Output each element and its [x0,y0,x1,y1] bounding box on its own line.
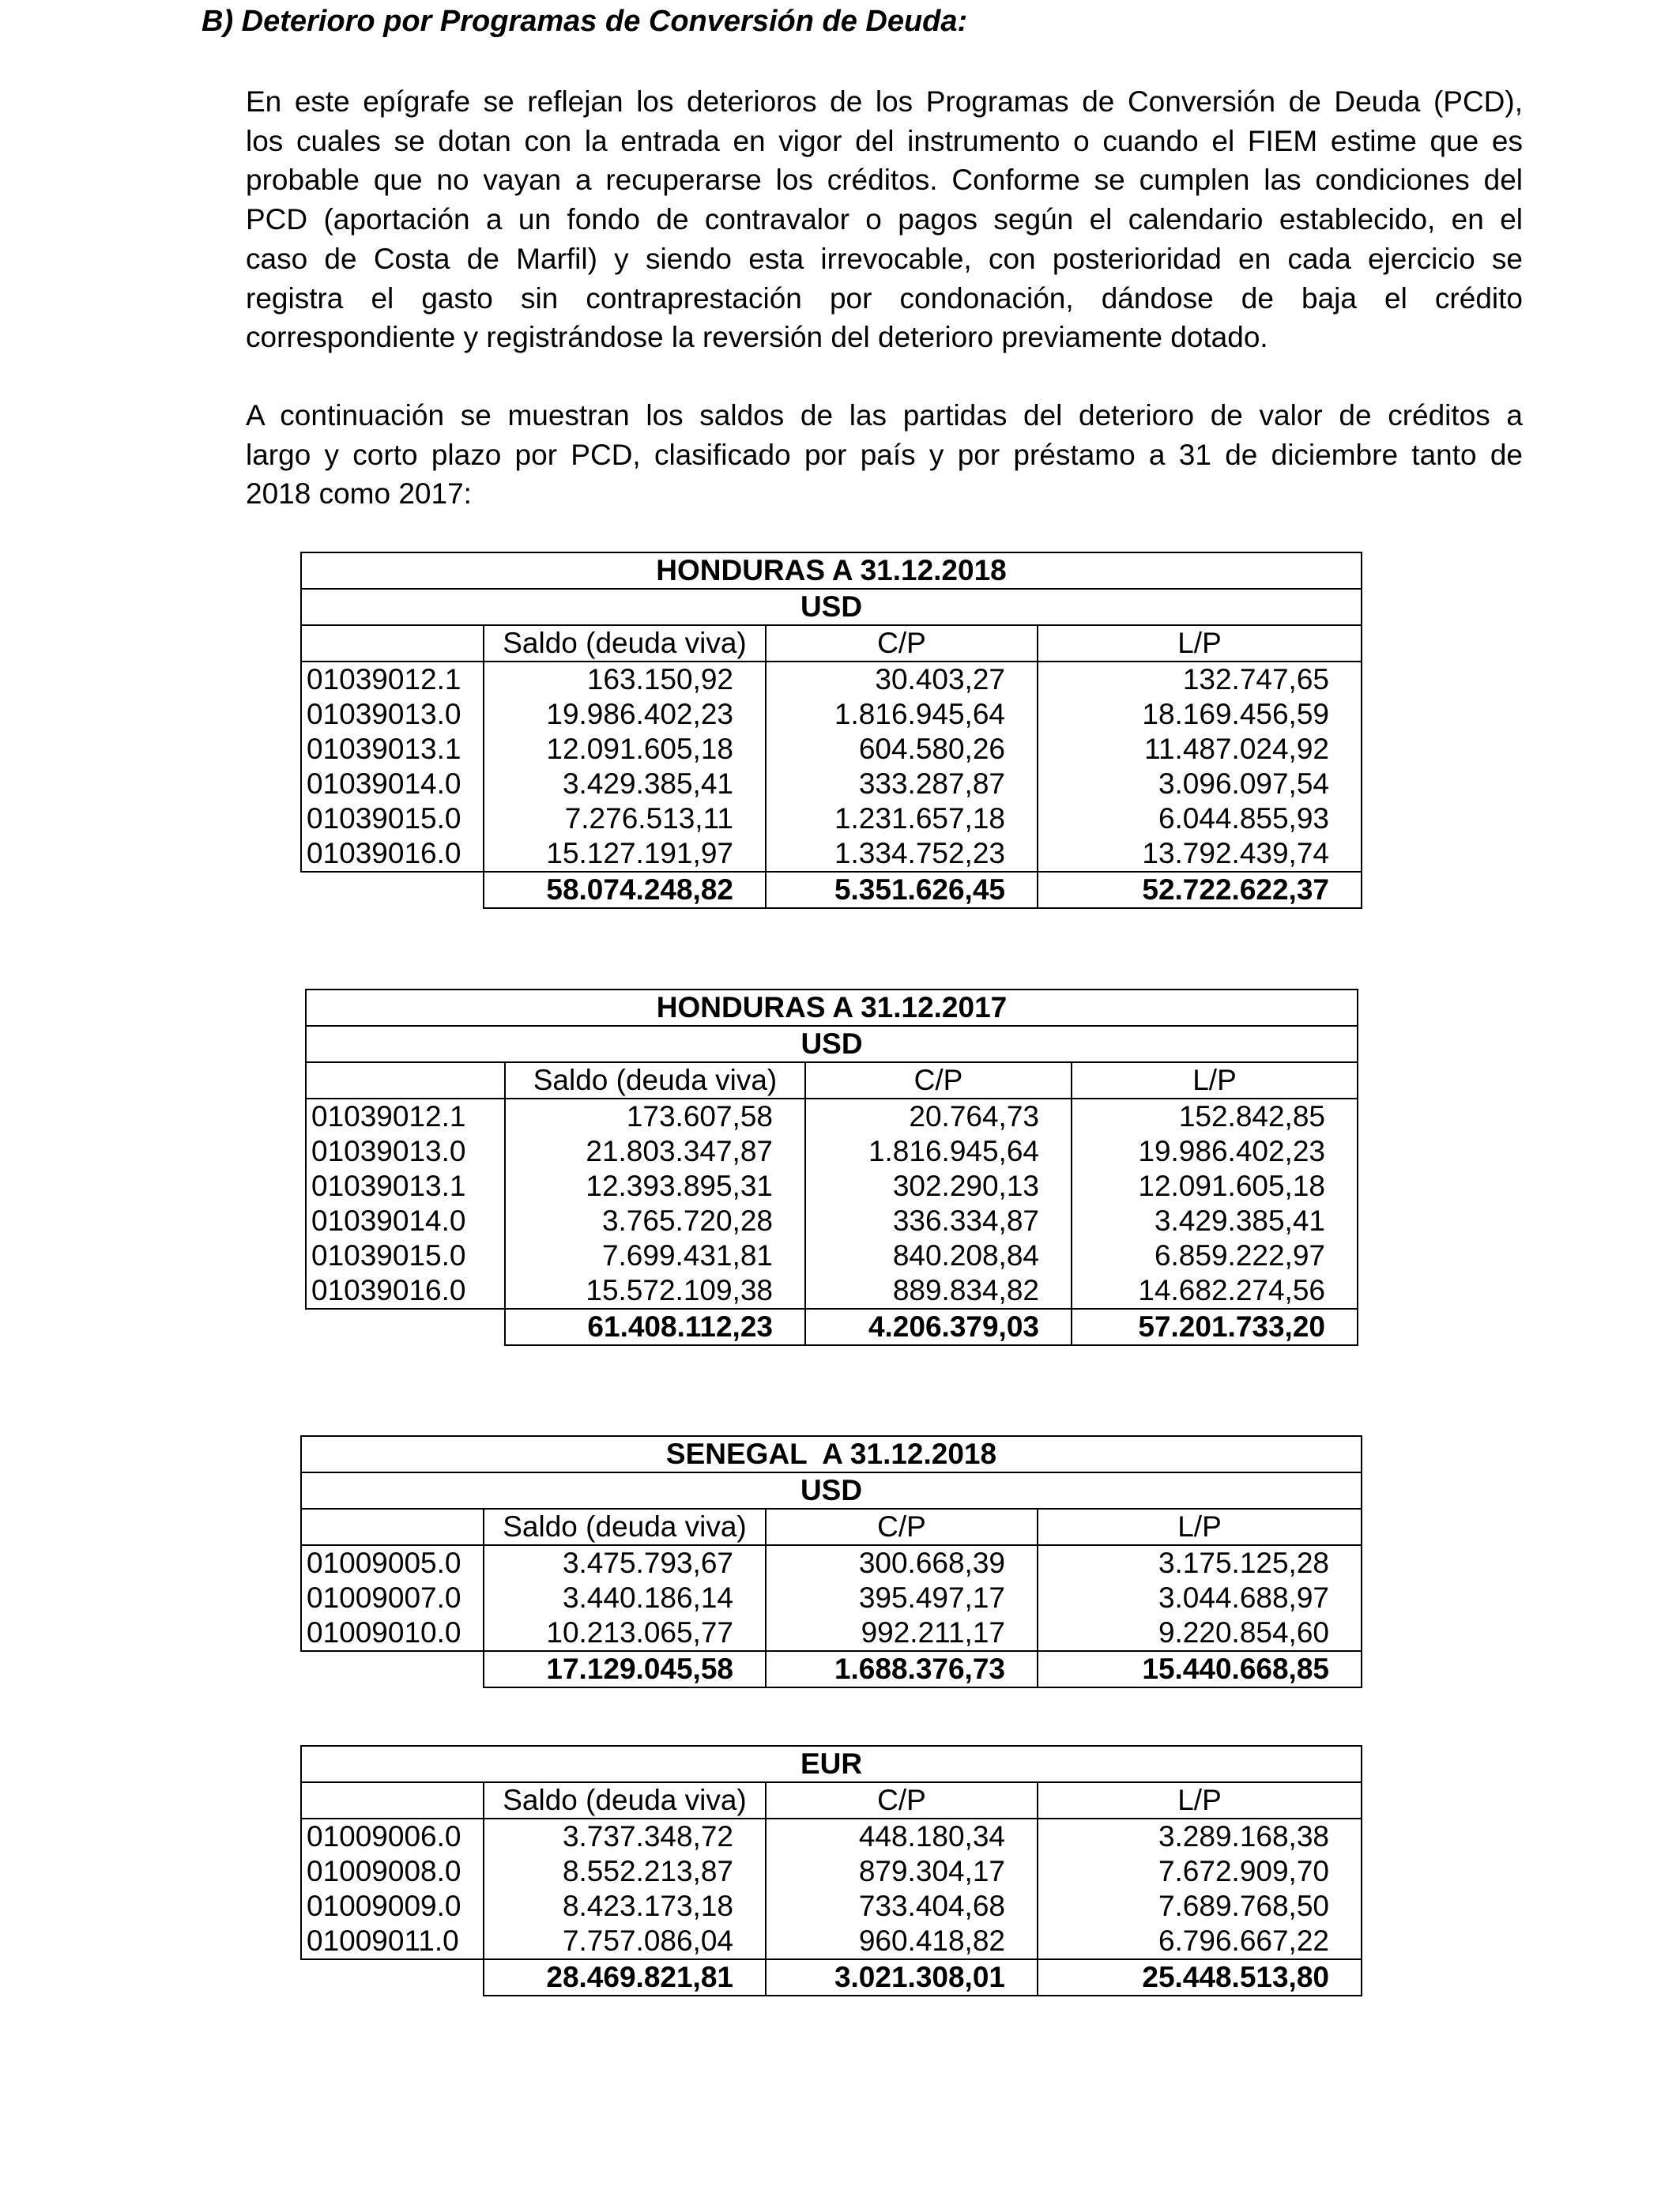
loan-id: 01009011.0 [301,1924,484,1959]
total-cp: 5.351.626,45 [766,872,1038,908]
table-row [301,836,1362,872]
header-cp: C/P [805,1062,1072,1099]
lp-cell: 7.689.768,50 [1038,1889,1362,1924]
total-lp: 25.448.513,80 [1038,1959,1362,1996]
total-cp: 1.688.376,73 [766,1651,1038,1687]
total-cp: 4.206.379,03 [805,1309,1072,1345]
header-blank [306,1062,505,1099]
header-saldo: Saldo (deuda viva) [484,1509,766,1545]
total-saldo: 28.469.821,81 [484,1959,766,1996]
table-row [306,1169,1358,1204]
saldo-cell: 3.475.793,67 [484,1545,766,1581]
cp-cell: 1.334.752,23 [766,836,1038,872]
saldo-cell: 3.429.385,41 [484,767,766,801]
total-row [301,1959,1362,1996]
paragraph-line: A continuación se muestran los saldos de las partidas del deterioro de valor de créditos a [246,399,1523,432]
loan-id: 01009006.0 [301,1819,484,1854]
loan-id: 01039014.0 [306,1204,505,1238]
table-row [301,1854,1362,1889]
table-row [301,697,1362,732]
cp-cell: 300.668,39 [766,1545,1038,1581]
loan-id: 01039016.0 [301,836,484,872]
table-row [301,732,1362,767]
saldo-cell: 3.440.186,14 [484,1581,766,1615]
table-row [301,1545,1362,1581]
lp-cell: 9.220.854,60 [1038,1615,1362,1651]
total-saldo: 17.129.045,58 [484,1651,766,1687]
cp-cell: 1.231.657,18 [766,801,1038,836]
table-row [301,662,1362,697]
paragraph-line: PCD (aportación a un fondo de contravalor o pagos según el calendario establecido, en el [246,203,1523,236]
loan-id: 01039014.0 [301,767,484,801]
saldo-cell: 7.276.513,11 [484,801,766,836]
lp-cell: 3.044.688,97 [1038,1581,1362,1615]
lp-cell: 152.842,85 [1072,1099,1358,1134]
total-lp: 57.201.733,20 [1072,1309,1358,1345]
total-row [301,1651,1362,1687]
loan-id: 01009010.0 [301,1615,484,1651]
paragraph-line: En este epígrafe se reflejan los deterioros de los Programas de Conversión de Deuda (PCD), [246,85,1523,118]
saldo-cell: 3.765.720,28 [505,1204,805,1238]
loan-id: 01039013.1 [301,732,484,767]
loan-id: 01039013.1 [306,1169,505,1204]
lp-cell: 7.672.909,70 [1038,1854,1362,1889]
header-blank [301,1509,484,1545]
senegal-eur-table [300,1745,1362,1996]
saldo-cell: 15.127.191,97 [484,836,766,872]
saldo-cell: 173.607,58 [505,1099,805,1134]
table-row [306,1204,1358,1238]
cp-cell: 960.418,82 [766,1924,1038,1959]
header-saldo: Saldo (deuda viva) [484,625,766,662]
table-row [301,1581,1362,1615]
table-row [306,1238,1358,1273]
header-lp: L/P [1038,625,1362,662]
honduras-2017-table [305,989,1358,1346]
header-cp: C/P [766,1509,1038,1545]
header-lp: L/P [1038,1509,1362,1545]
header-lp: L/P [1038,1782,1362,1819]
table-currency: USD [301,1472,1362,1509]
cp-cell: 448.180,34 [766,1819,1038,1854]
table-title: HONDURAS A 31.12.2018 [301,552,1362,589]
table-row [301,801,1362,836]
loan-id: 01009008.0 [301,1854,484,1889]
cp-cell: 840.208,84 [805,1238,1072,1273]
cp-cell: 1.816.945,64 [766,697,1038,732]
saldo-cell: 10.213.065,77 [484,1615,766,1651]
loan-id: 01009009.0 [301,1889,484,1924]
lp-cell: 3.096.097,54 [1038,767,1362,801]
table-row [306,1273,1358,1309]
total-cp: 3.021.308,01 [766,1959,1038,1996]
senegal-2018-usd-table [300,1435,1362,1688]
table-currency: EUR [301,1746,1362,1782]
header-cp: C/P [766,625,1038,662]
table-currency: USD [306,1026,1358,1062]
lp-cell: 14.682.274,56 [1072,1273,1358,1309]
lp-cell: 12.091.605,18 [1072,1169,1358,1204]
total-blank [301,1959,484,1996]
paragraph-line: probable que no vayan a recuperarse los créditos. Conforme se cumplen las condiciones del [246,164,1523,197]
lp-cell: 19.986.402,23 [1072,1134,1358,1169]
intro-paragraph [246,82,1523,357]
cp-cell: 302.290,13 [805,1169,1072,1204]
table-row [301,1615,1362,1651]
header-saldo: Saldo (deuda viva) [505,1062,805,1099]
paragraph-line: registra el gasto sin contraprestación por condonación, dándose de baja el crédito [246,281,1523,315]
lp-cell: 13.792.439,74 [1038,836,1362,872]
lp-cell: 18.169.456,59 [1038,697,1362,732]
total-blank [301,1651,484,1687]
loan-id: 01039012.1 [306,1099,505,1134]
saldo-cell: 163.150,92 [484,662,766,697]
loan-id: 01039013.0 [306,1134,505,1169]
header-cp: C/P [766,1782,1038,1819]
lp-cell: 11.487.024,92 [1038,732,1362,767]
paragraph-line: los cuales se dotan con la entrada en vigor del instrumento o cuando el FIEM estime que es [246,124,1523,157]
cp-cell: 20.764,73 [805,1099,1072,1134]
cp-cell: 333.287,87 [766,767,1038,801]
lp-cell: 3.175.125,28 [1038,1545,1362,1581]
table-row [301,1889,1362,1924]
lp-cell: 132.747,65 [1038,662,1362,697]
loan-id: 01039015.0 [306,1238,505,1273]
table-row [306,1099,1358,1134]
total-saldo: 61.408.112,23 [505,1309,805,1345]
saldo-cell: 7.757.086,04 [484,1924,766,1959]
tables-intro-paragraph [246,396,1523,514]
header-blank [301,1782,484,1819]
saldo-cell: 8.552.213,87 [484,1854,766,1889]
loan-id: 01009007.0 [301,1581,484,1615]
saldo-cell: 19.986.402,23 [484,697,766,732]
total-row [306,1309,1358,1345]
table-title: HONDURAS A 31.12.2017 [306,990,1358,1026]
paragraph-line: 2018 como 2017: [246,477,472,511]
total-lp: 15.440.668,85 [1038,1651,1362,1687]
saldo-cell: 3.737.348,72 [484,1819,766,1854]
loan-id: 01039015.0 [301,801,484,836]
cp-cell: 604.580,26 [766,732,1038,767]
loan-id: 01039016.0 [306,1273,505,1309]
total-blank [301,872,484,908]
saldo-cell: 21.803.347,87 [505,1134,805,1169]
header-lp: L/P [1072,1062,1358,1099]
paragraph-line: caso de Costa de Marfil) y siendo esta irrevocable, con posterioridad en cada ejercicio se [246,242,1523,275]
lp-cell: 6.859.222,97 [1072,1238,1358,1273]
cp-cell: 879.304,17 [766,1854,1038,1889]
paragraph-line: correspondiente y registrándose la reversión del deterioro previamente dotado. [246,321,1268,354]
section-heading: B) Deterioro por Programas de Conversión de Deuda: [202,5,968,38]
saldo-cell: 8.423.173,18 [484,1889,766,1924]
total-blank [306,1309,505,1345]
total-row [301,872,1362,908]
total-saldo: 58.074.248,82 [484,872,766,908]
lp-cell: 3.289.168,38 [1038,1819,1362,1854]
cp-cell: 889.834,82 [805,1273,1072,1309]
table-row [301,1924,1362,1959]
loan-id: 01009005.0 [301,1545,484,1581]
saldo-cell: 12.393.895,31 [505,1169,805,1204]
header-saldo: Saldo (deuda viva) [484,1782,766,1819]
table-row [301,1819,1362,1854]
honduras-2018-table [300,552,1362,909]
saldo-cell: 15.572.109,38 [505,1273,805,1309]
total-lp: 52.722.622,37 [1038,872,1362,908]
table-title: SENEGAL A 31.12.2018 [301,1436,1362,1472]
cp-cell: 1.816.945,64 [805,1134,1072,1169]
saldo-cell: 12.091.605,18 [484,732,766,767]
cp-cell: 992.211,17 [766,1615,1038,1651]
table-row [301,767,1362,801]
table-row [306,1134,1358,1169]
loan-id: 01039013.0 [301,697,484,732]
table-currency: USD [301,589,1362,625]
paragraph-line: largo y corto plazo por PCD, clasificado por país y por préstamo a 31 de diciembre tanto de [246,438,1523,471]
lp-cell: 6.796.667,22 [1038,1924,1362,1959]
lp-cell: 6.044.855,93 [1038,801,1362,836]
header-blank [301,625,484,662]
loan-id: 01039012.1 [301,662,484,697]
cp-cell: 30.403,27 [766,662,1038,697]
cp-cell: 733.404,68 [766,1889,1038,1924]
cp-cell: 395.497,17 [766,1581,1038,1615]
cp-cell: 336.334,87 [805,1204,1072,1238]
lp-cell: 3.429.385,41 [1072,1204,1358,1238]
saldo-cell: 7.699.431,81 [505,1238,805,1273]
